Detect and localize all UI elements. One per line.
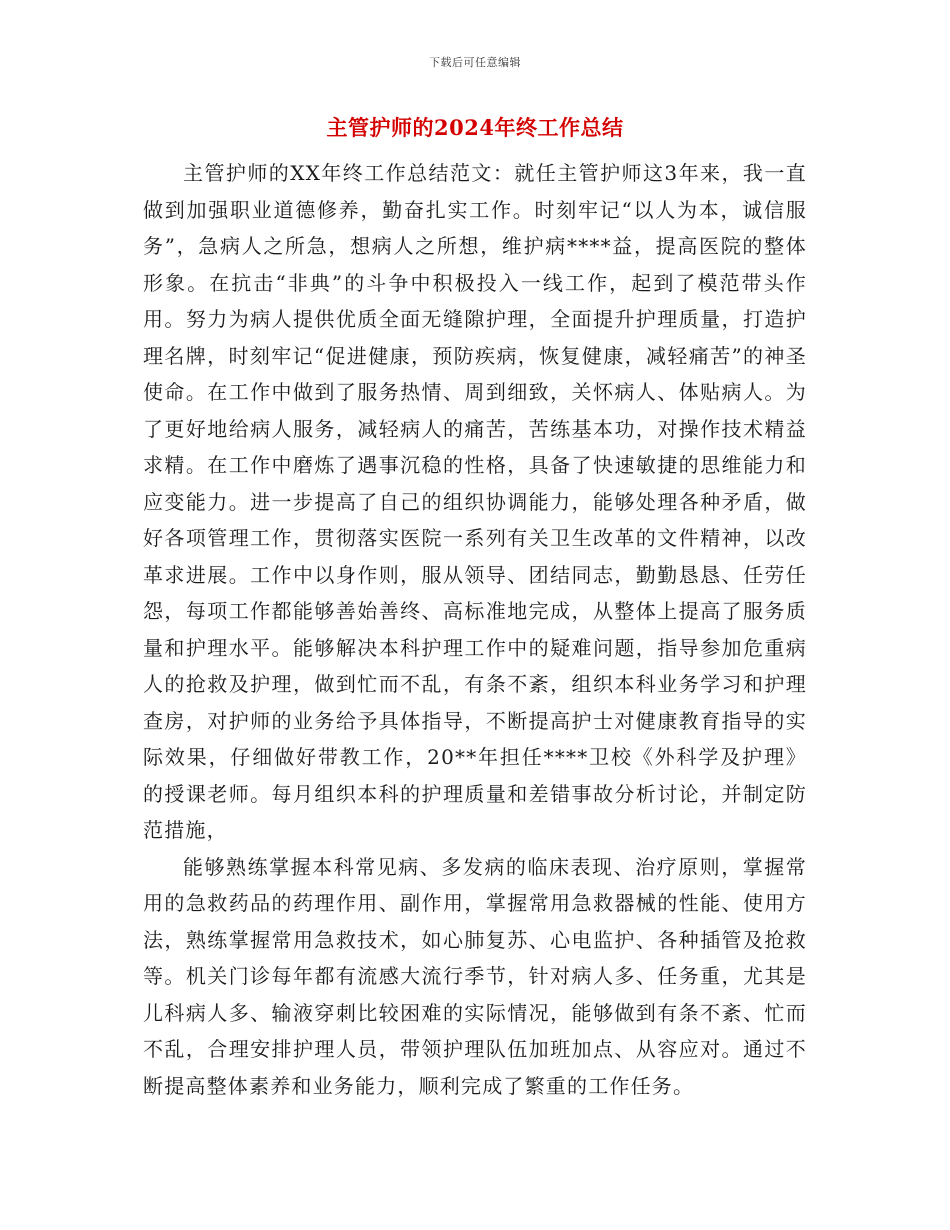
body-paragraph-1: 主管护师的XX年终工作总结范文：就任主管护师这3年来，我一直做到加强职业道德修养，勤奋扎实工作。时刻牢记“以人为本，诚信服务”，急病人之所急，想病人之所想，维护病****益，提高医院的整体形象。在抗击“非典”的斗争中积极投入一线工作，起到了模范带头作用。努力为病人提供优质全面无缝隙护理，全面提升护理质量，打造护理名牌，时刻牢记“促进健康，预防疾病，恢复健康，减轻痛苦”的神圣使命。在工作中做到了服务热情、周到细致，关怀病人、体贴病人。为了更好地给病人服务，减轻病人的痛苦，苦练基本功，对操作技术精益求精。在工作中磨炼了遇事沉稳的性格，具备了快速敏捷的思维能力和应变能力。进一步提高了自己的组织协调能力，能够处理各种矛盾，做好各项管理工作，贯彻落实医院一系列有关卫生改革的文件精神，以改革求进展。工作中以身作则，服从领导、团结同志，勤勤恳恳、任劳任怨，每项工作都能够善始善终、高标准地完成，从整体上提高了服务质量和护理水平。能够解决本科护理工作中的疑难问题，指导参加危重病人的抢救及护理，做到忙而不乱，有条不紊，组织本科业务学习和护理查房，对护师的业务给予具体指导，不断提高护士对健康教育指导的实际效果，仔细做好带教工作，20**年担任****卫校《外科学及护理》的授课老师。每月组织本科的护理质量和差错事故分析讨论，并制定防范措施，	[143, 161, 807, 842]
page-header-note: 下载后可任意编辑	[429, 56, 521, 69]
body-paragraph-2: 能够熟练掌握本科常见病、多发病的临床表现、治疗原则，掌握常用的急救药品的药理作用、副作用，掌握常用急救器械的性能、使用方法，熟练掌握常用急救技术，如心肺复苏、心电监护、各种插管及抢救等。机关门诊每年都有流感大流行季节，针对病人多、任务重，尤其是儿科病人多、输液穿刺比较困难的实际情况，能够做到有条不紊、忙而不乱，合理安排护理人员，带领护理队伍加班加点、从容应对。通过不断提高整体素养和业务能力，顺利完成了繁重的工作任务。	[143, 854, 807, 1098]
document-title: 主管护师的2024年终工作总结	[326, 115, 624, 140]
document-body	[143, 155, 807, 1104]
